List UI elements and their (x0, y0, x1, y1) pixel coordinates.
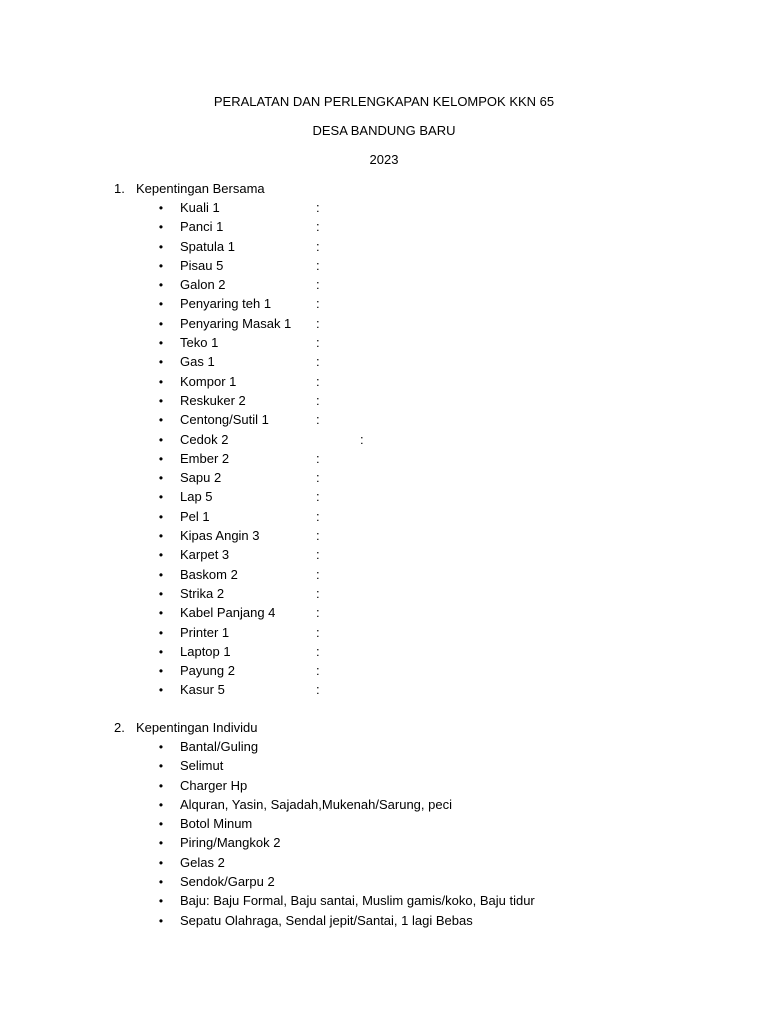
bullet-icon: • (158, 913, 164, 928)
item-label: Alquran, Yasin, Sajadah,Mukenah/Sarung, peci (180, 796, 452, 812)
item-label: Sendok/Garpu 2 (180, 874, 275, 890)
item-colon: : (316, 585, 320, 601)
bullet-icon: • (158, 239, 164, 254)
bullet-icon: • (158, 471, 164, 486)
bullet-icon: • (158, 817, 164, 832)
bullet-icon: • (158, 201, 164, 215)
bullet-icon: • (158, 875, 164, 890)
item-colon: : (316, 605, 320, 621)
bullet-icon: • (158, 625, 164, 640)
item-label: Piring/Mangkok 2 (180, 835, 281, 851)
bullet-icon: • (158, 355, 164, 370)
item-colon: : (316, 373, 320, 389)
item-colon: : (316, 219, 320, 235)
item-colon: : (316, 489, 320, 505)
item-label: Printer 1 (180, 624, 230, 640)
bullet-icon: • (158, 393, 164, 408)
item-label: Bantal/Guling (180, 739, 259, 754)
item-label: Charger Hp (180, 777, 248, 793)
item-label: Spatula 1 (180, 238, 235, 254)
item-colon: : (316, 624, 320, 640)
item-label: Selimut (180, 758, 224, 774)
item-colon: : (316, 508, 320, 524)
item-colon: : (316, 643, 320, 659)
item-label: Centong/Sutil 1 (180, 412, 269, 428)
bullet-icon: • (158, 258, 164, 273)
bullet-icon: • (158, 759, 164, 774)
item-colon: : (316, 315, 320, 331)
bullet-icon: • (158, 548, 164, 563)
section-title: Kepentingan Bersama (136, 181, 265, 196)
item-label: Baju: Baju Formal, Baju santai, Muslim gamis/koko, Baju tidur (180, 893, 535, 909)
bullet-icon: • (158, 683, 164, 698)
item-colon: : (316, 335, 320, 351)
item-label: Strika 2 (180, 585, 225, 601)
item-colon: : (316, 450, 320, 466)
bullet-icon: • (158, 644, 164, 659)
title-line-2: DESA BANDUNG BARU (312, 123, 456, 138)
title-line-3: 2023 (369, 152, 399, 167)
item-label: Kasur 5 (180, 682, 225, 698)
bullet-icon: • (158, 586, 164, 601)
item-label: Baskom 2 (180, 566, 238, 582)
title-line-1: PERALATAN DAN PERLENGKAPAN KELOMPOK KKN 65 (213, 94, 555, 109)
bullet-icon: • (158, 778, 164, 793)
item-label: Reskuker 2 (180, 392, 246, 408)
bullet-icon: • (158, 316, 164, 331)
bullet-icon: • (158, 336, 164, 351)
bullet-icon: • (158, 567, 164, 582)
item-label: Pel 1 (180, 508, 210, 524)
item-label: Pisau 5 (180, 257, 224, 273)
bullet-icon: • (158, 297, 164, 312)
bullet-icon: • (158, 529, 164, 544)
item-label: Kuali 1 (180, 200, 220, 215)
bullet-icon: • (158, 451, 164, 466)
item-colon: : (316, 528, 320, 544)
item-colon: : (316, 200, 320, 215)
bullet-icon: • (158, 740, 164, 754)
item-colon: : (316, 470, 320, 486)
section-heading-individu (114, 720, 257, 736)
item-label: Galon 2 (180, 277, 226, 293)
item-label: Cedok 2 (180, 431, 229, 447)
item-colon: : (316, 412, 320, 428)
item-colon: : (316, 296, 320, 312)
item-label: Teko 1 (180, 335, 219, 351)
item-colon: : (316, 566, 320, 582)
item-colon: : (316, 547, 320, 563)
item-label: Gelas 2 (180, 854, 225, 870)
item-label: Botol Minum (180, 816, 253, 832)
bullet-icon: • (158, 855, 164, 870)
section-heading-bersama (114, 181, 265, 197)
bullet-icon: • (158, 509, 164, 524)
bullet-icon: • (158, 490, 164, 505)
item-label: Laptop 1 (180, 643, 231, 659)
item-label: Sapu 2 (180, 470, 222, 486)
item-label: Sepatu Olahraga, Sendal jepit/Santai, 1 lagi Bebas (180, 912, 473, 928)
item-label: Kabel Panjang 4 (180, 605, 276, 621)
bullet-icon: • (158, 606, 164, 621)
item-label: Gas 1 (180, 354, 215, 370)
item-colon: : (316, 392, 320, 408)
item-colon: : (316, 238, 320, 254)
bullet-icon: • (158, 664, 164, 679)
item-colon: : (316, 682, 320, 698)
item-colon: : (316, 663, 320, 679)
section-title: Kepentingan Individu (136, 720, 258, 735)
item-colon: : (316, 354, 320, 370)
item-label: Kompor 1 (180, 373, 237, 389)
item-label: Ember 2 (180, 450, 230, 466)
item-label: Penyaring Masak 1 (180, 315, 292, 331)
item-colon: : (360, 431, 364, 447)
bullet-icon: • (158, 836, 164, 851)
bullet-icon: • (158, 278, 164, 293)
bullet-icon: • (158, 220, 164, 235)
item-label: Panci 1 (180, 219, 224, 235)
item-label: Penyaring teh 1 (180, 296, 272, 312)
item-label: Payung 2 (180, 663, 235, 679)
section-number: 2. (114, 720, 125, 735)
bullet-icon: • (158, 797, 164, 812)
item-label: Kipas Angin 3 (180, 528, 260, 544)
bullet-icon: • (158, 432, 164, 447)
item-label: Karpet 3 (180, 547, 230, 563)
bullet-icon: • (158, 374, 164, 389)
item-colon: : (316, 277, 320, 293)
bullet-icon: • (158, 894, 164, 909)
bullet-icon: • (158, 413, 164, 428)
section-number: 1. (114, 181, 125, 196)
item-colon: : (316, 257, 320, 273)
item-label: Lap 5 (180, 489, 213, 505)
